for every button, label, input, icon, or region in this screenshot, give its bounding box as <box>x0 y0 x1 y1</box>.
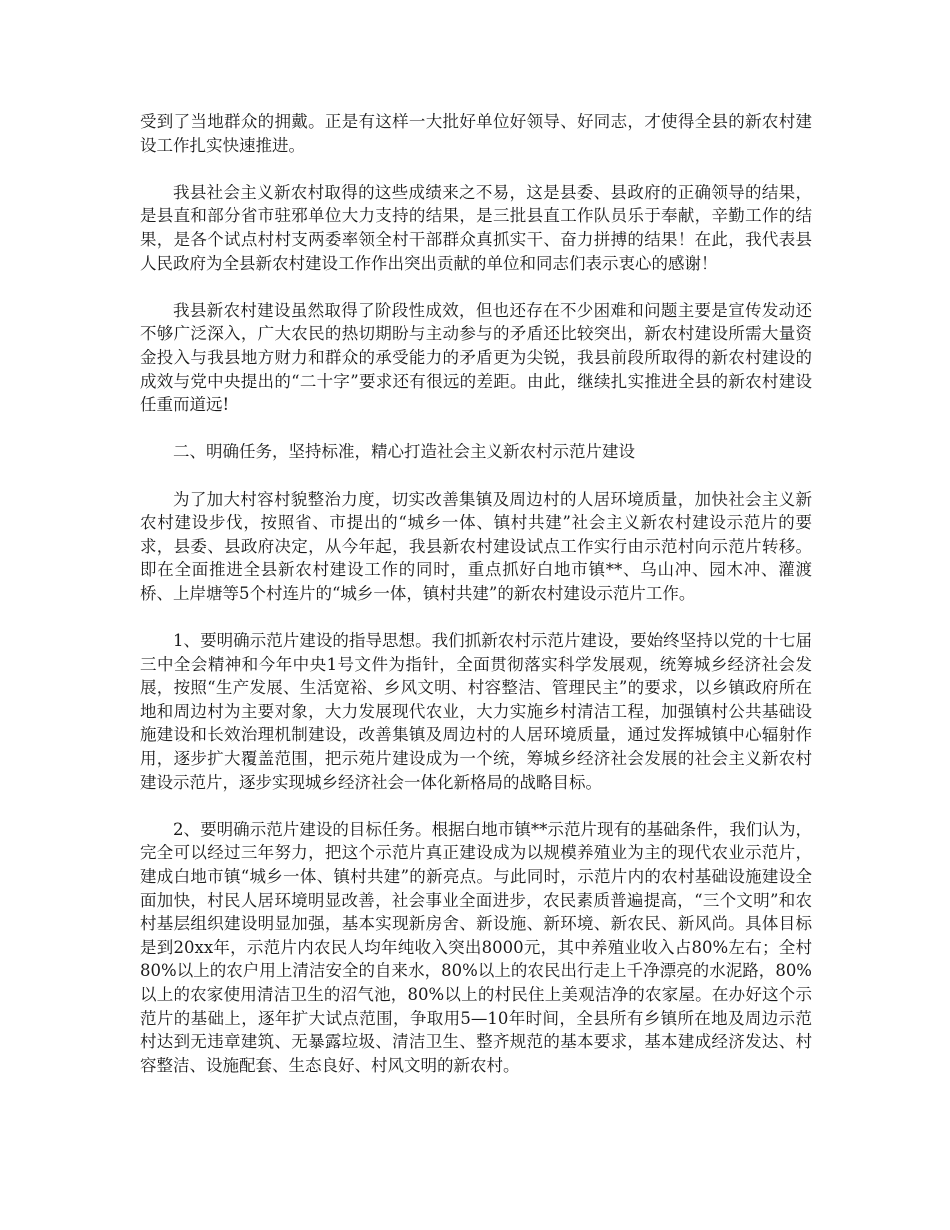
paragraph-continuation: 受到了当地群众的拥戴。正是有这样一大批好单位好领导、好同志，才使得全县的新农村建设工作扎实快速推进。 <box>140 112 812 155</box>
paragraph-problems: 我县新农村建设虽然取得了阶段性成效，但也还存在不少困难和问题主要是宣传发动还不够广泛深入，广大农民的热切期盼与主动参与的矛盾还比较突出，新农村建设所需大量资金投入与我县地方财力和群众的承受能力的矛盾更为尖锐，我县前段所取得的新农村建设的成效与党中央提出的“二十字”要求还有很远的差距。由此，继续扎实推进全县的新农村建设任重而道远! <box>140 300 812 415</box>
paragraph-achievements: 我县社会主义新农村取得的这些成绩来之不易，这是县委、县政府的正确领导的结果，是县直和部分省市驻邪单位大力支持的结果，是三批县直工作队员乐于奉献，辛勤工作的结果，是各个试点村村支两委率领全村干部群众真抓实干、奋力拼搏的结果！在此，我代表县人民政府为全县新农村建设工作作出突出贡献的单位和同志们表示衷心的感谢！ <box>140 182 812 273</box>
section-heading-two: 二、明确任务，坚持标准，精心打造社会主义新农村示范片建设 <box>173 442 635 462</box>
paragraph-target-tasks: 2、要明确示范片建设的目标任务。根据白地市镇**示范片现有的基础条件，我们认为，完全可以经过三年努力，把这个示范片真正建设成为以规模养殖业为主的现代农业示范片，建成白地市镇“城乡一体、镇村共建”的新亮点。与此同时，示范片内的农村基础设施建设全面加快，村民人居环境明显改善，社会事业全面进步，农民素质普遍提高，“三个文明”和农村基层组织建设明显加强，基本实现新房舍、新设施、新环境、新农民、新风尚。具体目标是到20xx年，示范片内农民人均年纯收入突出8000元，其中养殖业收入占80%左右；全村80%以上的农户用上清洁安全的自来水，80%以上的农民出行走上千净漂亮的水泥路，80%以上的农家使用清洁卫生的沼气池，80%以上的村民住上美观洁净的农家屋。在办好这个示范片的基础上，逐年扩大试点范围，争取用5—10年时间，全县所有乡镇所在地及周边示范村达到无违章建筑、无暴露垃圾、清洁卫生、整齐规范的基本要求，基本建成经济发达、村容整洁、设施配套、生态良好、村风文明的新农村。 <box>140 819 812 1075</box>
document-body <box>140 110 812 1101</box>
paragraph-demonstration-area: 为了加大村容村貌整治力度，切实改善集镇及周边村的人居环境质量，加快社会主义新农村建设步伐，按照省、市提出的“城乡一体、镇村共建”社会主义新农村建设示范片的要求，县委、县政府决定，从今年起，我县新农村建设试点工作实行由示范村向示范片转移。即在全面推进全县新农村建设工作的同时，重点抓好白地市镇**、乌山冲、园木冲、灌渡桥、上岸塘等5个村连片的“城乡一体，镇村共建”的新农村建设示范片工作。 <box>140 489 812 603</box>
paragraph-guiding-ideology: 1、要明确示范片建设的指导思想。我们抓新农村示范片建设，要始终坚持以党的十七届三中全会精神和今年中央1号文件为指针，全面贯彻落实科学发展观，统筹城乡经济社会发展，按照“生产发展、生活宽裕、乡风文明、村容整洁、管理民主”的要求，以乡镇政府所在地和周边村为主要对象，大力发展现代农业，大力实施乡村清洁工程，加强镇村公共基础设施建设和长效治理机制建设，改善集镇及周边村的人居环境质量，通过发挥城镇中心辐射作用，逐步扩大覆盖范围，把示苑片建设成为一个统，筹城乡经济社会发展的社会主义新农村建设示范片，逐步实现城乡经济社会一体化新格局的战略目标。 <box>140 631 812 792</box>
